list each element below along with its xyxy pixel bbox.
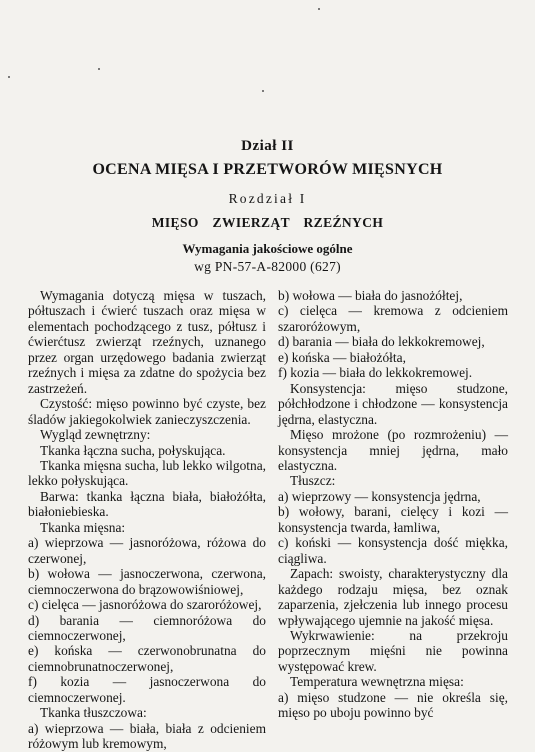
print-speck: [318, 8, 320, 10]
print-speck: [8, 76, 10, 78]
list-item: a) wieprzowa — biała, biała z odcieniem różowym lub kremowym,: [28, 720, 266, 752]
paragraph: Wygląd zewnętrzny:: [40, 427, 151, 443]
paragraph: Konsystencja: mięso studzone, półchłodzone i chłodzone — konsystencja jędrna, elastyczna.: [278, 380, 508, 427]
section-title: OCENA MIĘSA I PRZETWORÓW MIĘSNYCH: [92, 161, 443, 178]
requirements-title: Wymagania jakościowe ogólne: [182, 241, 353, 256]
list-item: a) wieprzowa — jasnoróżowa, różowa do czerwonej,: [28, 535, 266, 566]
paragraph: Mięso mrożone (po rozmrożeniu) — konsystencja mniej jędrna, mało elastyczna.: [278, 427, 508, 473]
paragraph: Tkanka tłuszczowa:: [40, 705, 147, 721]
list-item: a) mięso studzone — nie określa się, mięso po uboju powinno być: [278, 689, 508, 721]
chapter-heading: Rozdział I: [228, 191, 307, 206]
paragraph: Barwa: tkanka łączna biała, białożółta, białoniebieska.: [28, 488, 266, 520]
standard-reference: wg PN-57-A-82000 (627): [194, 259, 341, 274]
print-speck: [262, 90, 264, 92]
list-item: a) wieprzowy — konsystencja jędrna,: [278, 488, 481, 504]
paragraph: Tkanka mięsna:: [40, 519, 126, 535]
paragraph: Wykrwawienie: na przekroju poprzecznym mięśni nie powinna występować krew.: [278, 627, 508, 674]
paragraph: Wymagania dotyczą mięsa w tuszach, półtuszach i ćwierć tuszach oraz mięsa w elementach pochodzącego z tusz, półtusz i ćwierćtusz zwierząt rzeźnych, uznanego przez organ urzędowego badania zwierząt rzeźnych i mięsa za zdatne do spożycia bez zastrzeżeń.: [28, 288, 266, 396]
list-item: c) koński — konsystencja dość miękka, ciągliwa.: [278, 535, 508, 566]
list-item: b) wołowa — jasnoczerwona, czerwona, ciemnoczerwona do brązowowiśniowej,: [28, 566, 266, 597]
paragraph: Tkanka łączna sucha, połyskująca.: [40, 442, 226, 458]
list-item: d) barania — ciemnoróżowa do ciemnoczerwonej,: [28, 612, 266, 643]
print-speck: [98, 68, 100, 70]
list-item: c) cielęca — kremowa z odcieniem szaroróżowym,: [278, 303, 508, 334]
list-item: b) wołowa — biała do jasnożółtej,: [278, 288, 463, 303]
list-item: f) kozia — jasnoczerwona do ciemnoczerwonej.: [28, 674, 266, 705]
chapter-title: MIĘSO ZWIERZĄT RZEŹNYCH: [151, 215, 384, 230]
section-heading: Dział II: [241, 138, 294, 154]
paragraph: Tkanka mięsna sucha, lub lekko wilgotna, lekko połyskująca.: [28, 457, 266, 489]
paragraph: Zapach: swoisty, charakterystyczny dla każdego rodzaju mięsa, bez oznak zaparzenia, zjełczenia lub innego procesu wpływającego ujemnie na jakość mięsa.: [278, 566, 508, 628]
list-item: e) końska — białożółta,: [278, 349, 406, 365]
right-text-column: [278, 288, 508, 721]
paragraph: Temperatura wewnętrzna mięsa:: [290, 674, 464, 690]
list-item: f) kozia — biała do lekkokremowej.: [278, 365, 473, 381]
list-item: c) cielęca — jasnoróżowa do szaroróżowej,: [28, 597, 262, 613]
left-text-column: [28, 288, 266, 752]
paragraph: Czystość: mięso powinno być czyste, bez śladów jakiegokolwiek zanieczyszczenia.: [28, 396, 266, 427]
paragraph: Tłuszcz:: [290, 473, 336, 489]
list-item: b) wołowy, barani, cielęcy i kozi — konsystencja twarda, łamliwa,: [278, 504, 508, 535]
list-item: e) końska — czerwonobrunatna do ciemnobrunatnoczerwonej,: [28, 643, 266, 674]
list-item: d) barania — biała do lekkokremowej,: [278, 334, 485, 350]
